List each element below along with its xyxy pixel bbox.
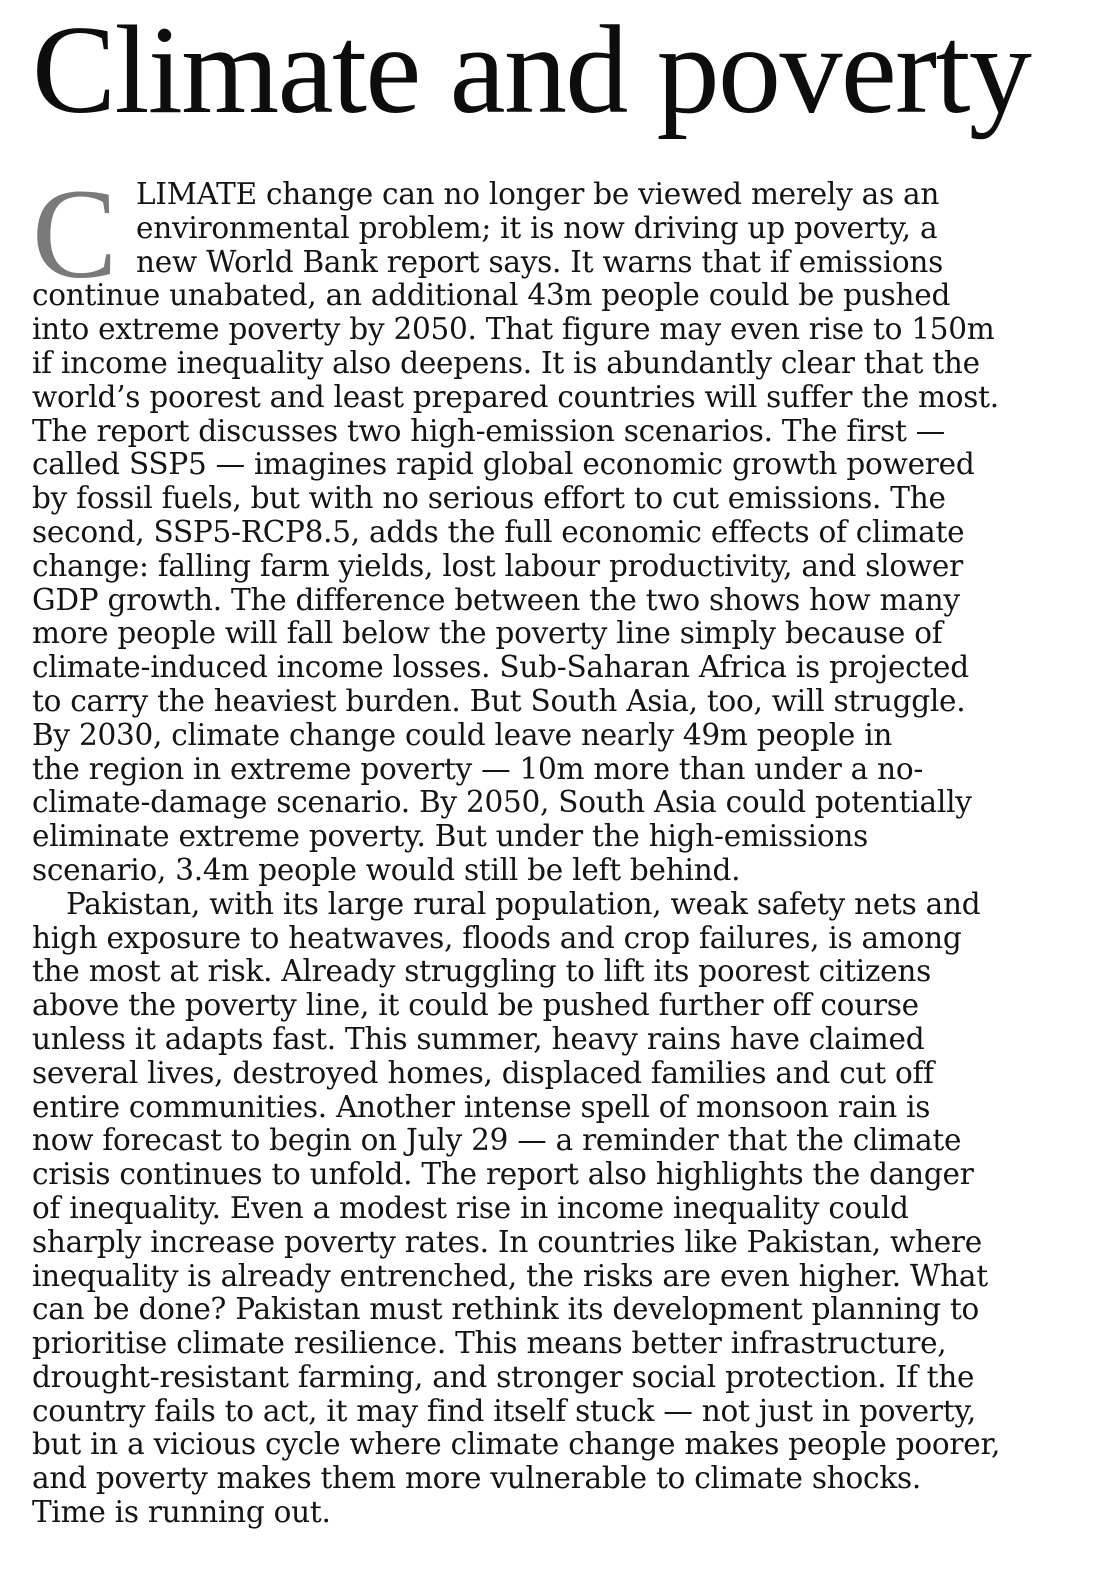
article-line: eliminate extreme poverty. But under the high-emissions	[32, 819, 868, 854]
article-line: GDP growth. The difference between the two shows how many	[32, 582, 960, 617]
article-line: crisis continues to unfold. The report also highlights the danger	[32, 1157, 974, 1192]
article-line: to carry the heaviest burden. But South Asia, too, will struggle.	[32, 683, 966, 718]
article-line: above the poverty line, it could be pushed further off course	[32, 988, 919, 1023]
article-line: unless it adapts fast. This summer, heavy rains have claimed	[32, 1021, 925, 1056]
article-line: and poverty makes them more vulnerable to climate shocks.	[32, 1461, 921, 1496]
article-line: Pakistan, with its large rural population, weak safety nets and	[66, 886, 981, 921]
article-line: now forecast to begin on July 29 — a reminder that the climate	[32, 1123, 962, 1158]
article-line: new World Bank report says. It warns that if emissions	[136, 244, 944, 279]
article-line: drought-resistant farming, and stronger social protection. If the	[32, 1359, 975, 1394]
article-line: By 2030, climate change could leave nearly 49m people in	[32, 717, 893, 752]
article-line: LIMATE change can no longer be viewed merely as an	[136, 177, 940, 211]
article-line: into extreme poverty by 2050. That figure may even rise to 150m	[32, 312, 995, 347]
article-line: scenario, 3.4m people would still be left behind.	[32, 852, 741, 887]
article-line: if income inequality also deepens. It is abundantly clear that the	[32, 345, 980, 380]
article-line: Time is running out.	[32, 1495, 331, 1530]
article-line: climate-damage scenario. By 2050, South Asia could potentially	[32, 785, 972, 820]
article-line: prioritise climate resilience. This means better infrastructure,	[32, 1326, 947, 1361]
article-line: sharply increase poverty rates. In countries like Pakistan, where	[32, 1224, 982, 1259]
article-line: The report discusses two high-emission scenarios. The first —	[32, 413, 946, 448]
article-line: second, SSP5-RCP8.5, adds the full economic effects of climate	[32, 514, 965, 549]
article-line: climate-induced income losses. Sub-Saharan Africa is projected	[32, 650, 969, 685]
article-line: entire communities. Another intense spell of monsoon rain is	[32, 1089, 931, 1124]
article-line: high exposure to heatwaves, floods and crop failures, is among	[32, 920, 962, 955]
article-line: by fossil fuels, but with no serious effort to cut emissions. The	[32, 481, 946, 516]
drop-cap: C	[32, 163, 118, 305]
article-body	[32, 178, 1072, 1530]
article-line: country fails to act, it may find itself stuck — not just in poverty,	[32, 1393, 976, 1428]
article-line: inequality is already entrenched, the risks are even higher. What	[32, 1258, 988, 1293]
article-line: environmental problem; it is now driving up poverty, a	[136, 210, 938, 245]
article-line: change: falling farm yields, lost labour productivity, and slower	[32, 548, 963, 583]
article-line: several lives, destroyed homes, displaced families and cut off	[32, 1055, 934, 1090]
headline: Climate and poverty	[32, 1, 1031, 140]
article-line: continue unabated, an additional 43m people could be pushed	[32, 278, 951, 313]
article-line: world’s poorest and least prepared countries will suffer the most.	[32, 379, 999, 414]
article-line: the most at risk. Already struggling to lift its poorest citizens	[32, 954, 932, 989]
article-line: of inequality. Even a modest rise in income inequality could	[32, 1190, 909, 1225]
article-line: the region in extreme poverty — 10m more than under a no-	[32, 751, 924, 786]
article-line: but in a vicious cycle where climate change makes people poorer,	[32, 1427, 1001, 1462]
article-line: can be done? Pakistan must rethink its development planning to	[32, 1292, 980, 1327]
article-line: more people will fall below the poverty line simply because of	[32, 616, 943, 651]
article-line: called SSP5 — imagines rapid global economic growth powered	[32, 447, 975, 482]
